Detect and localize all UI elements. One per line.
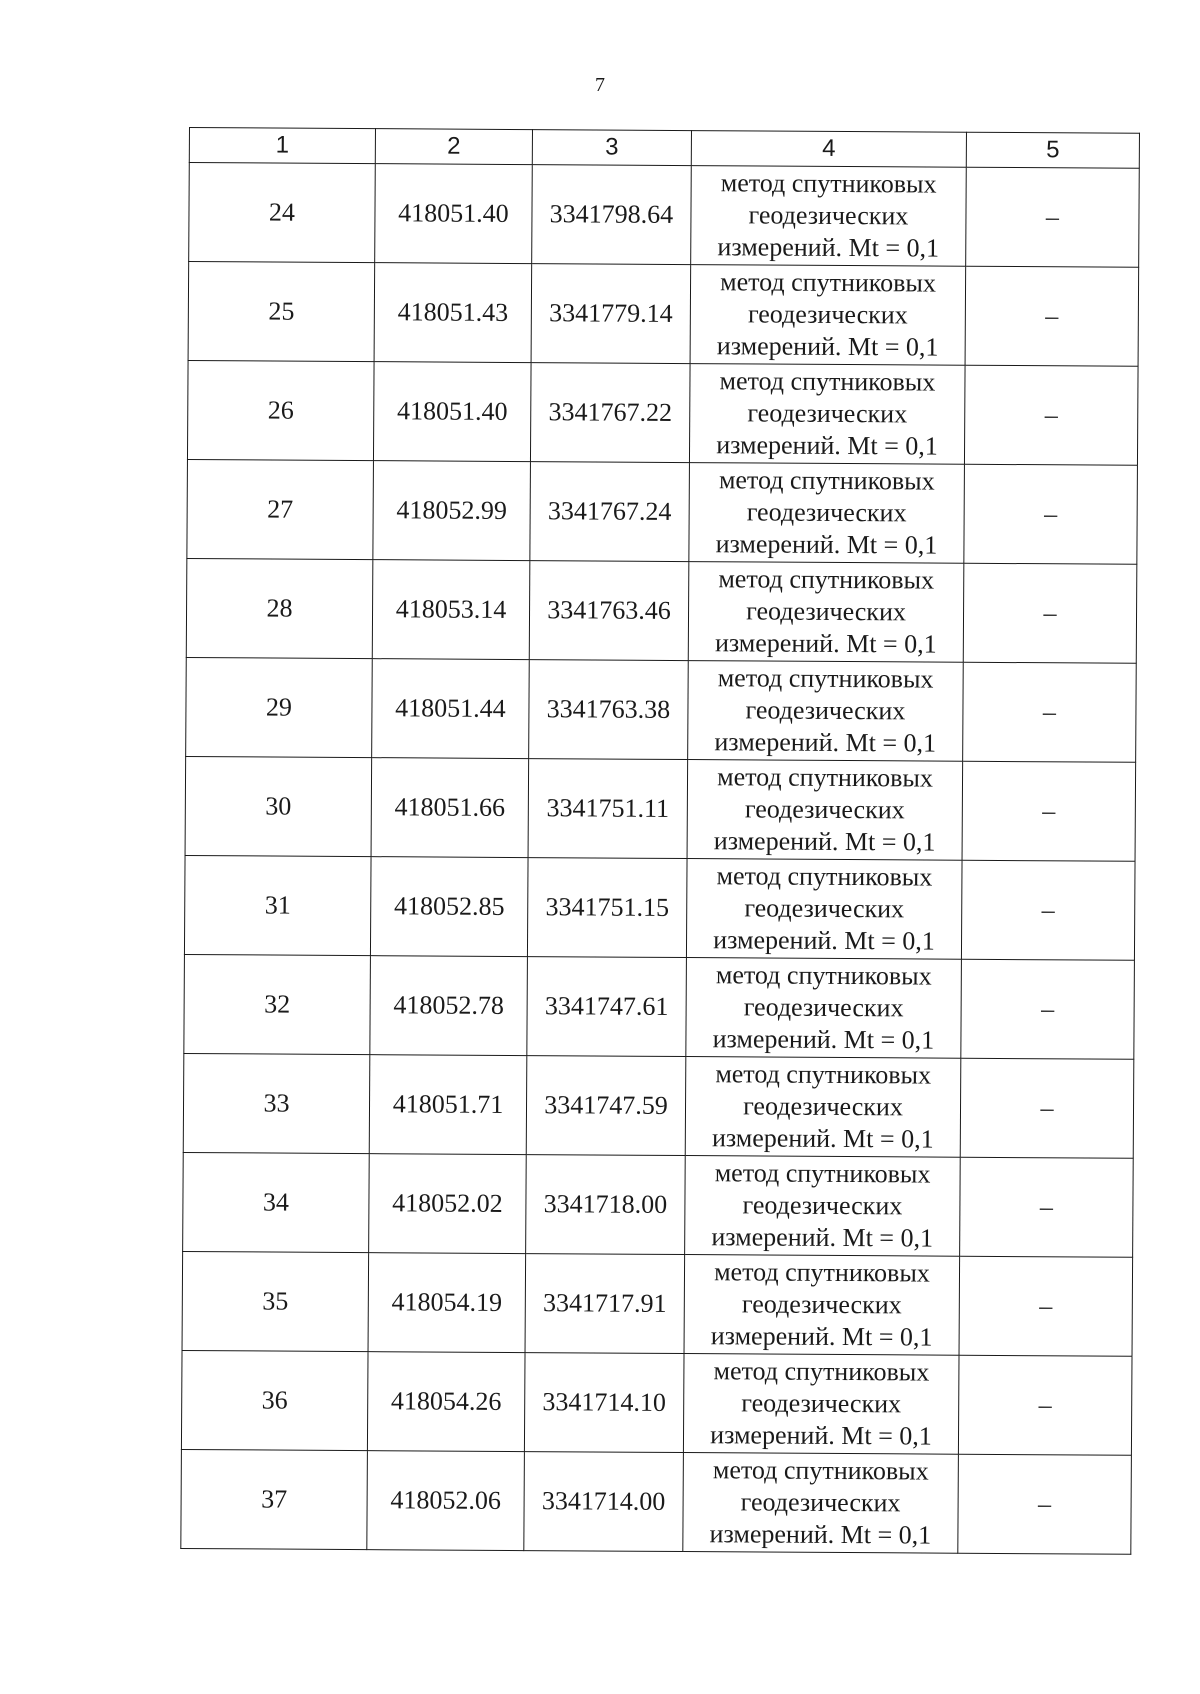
table-row: [185, 756, 1136, 861]
y-coordinate-cell: 3341751.15: [527, 858, 687, 958]
method-line: измерений. Mt = 0,1: [714, 628, 937, 659]
method-line: измерений. Mt = 0,1: [712, 1024, 935, 1055]
y-coordinate-cell: 3341751.11: [528, 759, 688, 859]
y-coordinate-cell: 3341798.64: [532, 165, 692, 265]
method-line: метод спутниковых: [717, 762, 933, 793]
method-cell: [688, 661, 964, 762]
point-number-cell: 29: [186, 657, 373, 757]
y-coordinate-cell: 3341779.14: [531, 264, 691, 364]
point-number-cell: 28: [186, 558, 373, 658]
table-row: [186, 558, 1137, 663]
y-coordinate-cell: 3341747.59: [526, 1056, 686, 1156]
method-cell: [690, 265, 966, 366]
table-row: [186, 657, 1137, 762]
method-line: геодезических: [745, 695, 906, 726]
x-coordinate-cell: 418054.26: [367, 1352, 525, 1452]
x-coordinate-cell: 418052.78: [370, 956, 528, 1056]
method-line: измерений. Mt = 0,1: [716, 430, 938, 461]
x-coordinate-cell: 418053.14: [372, 560, 530, 660]
method-line: метод спутниковых: [714, 1257, 930, 1288]
note-cell: –: [963, 662, 1137, 762]
method-line: метод спутниковых: [712, 1455, 929, 1486]
table-row: [187, 459, 1138, 564]
method-line: измерений. Mt = 0,1: [709, 1519, 932, 1550]
method-cell: [688, 562, 964, 663]
method-line: метод спутниковых: [713, 1356, 930, 1387]
method-line: геодезических: [743, 992, 904, 1023]
method-line: геодезических: [741, 1289, 902, 1320]
method-line: геодезических: [748, 200, 909, 231]
page-number: 7: [595, 74, 605, 96]
table-row: [181, 1449, 1132, 1554]
table-row: [182, 1251, 1133, 1356]
x-coordinate-cell: 418052.99: [373, 461, 531, 561]
point-number-cell: 25: [188, 262, 375, 362]
header-row: [189, 128, 1139, 169]
note-cell: –: [963, 563, 1137, 663]
x-coordinate-cell: 418051.71: [369, 1055, 527, 1155]
method-line: геодезических: [744, 893, 905, 924]
method-line: метод спутниковых: [720, 267, 936, 298]
point-number-cell: 26: [187, 360, 374, 460]
note-cell: –: [961, 860, 1135, 960]
point-number-cell: 30: [185, 756, 372, 856]
method-line: метод спутниковых: [718, 465, 935, 496]
method-line: измерений. Mt = 0,1: [711, 1222, 934, 1253]
method-line: метод спутниковых: [719, 366, 936, 397]
table-row: [184, 855, 1135, 960]
method-line: геодезических: [747, 299, 908, 330]
header-col-3: 3: [532, 130, 691, 166]
method-line: метод спутниковых: [715, 960, 932, 991]
method-cell: [684, 1255, 960, 1356]
note-cell: –: [958, 1454, 1132, 1554]
table-row: [188, 262, 1139, 367]
x-coordinate-cell: 418051.40: [375, 164, 533, 264]
method-cell: [687, 760, 963, 861]
y-coordinate-cell: 3341714.10: [524, 1353, 684, 1453]
point-number-cell: 33: [183, 1053, 370, 1153]
method-line: измерений. Mt = 0,1: [716, 331, 939, 362]
y-coordinate-cell: 3341717.91: [525, 1254, 685, 1354]
table-row: [184, 954, 1135, 1059]
header-col-5: 5: [966, 132, 1139, 168]
note-cell: –: [966, 167, 1140, 267]
method-cell: [686, 958, 962, 1059]
method-cell: [686, 859, 962, 960]
x-coordinate-cell: 418052.02: [369, 1154, 527, 1254]
header-col-1: 1: [189, 128, 375, 164]
method-line: геодезических: [741, 1388, 902, 1419]
method-line: измерений. Mt = 0,1: [714, 727, 937, 758]
method-line: метод спутниковых: [717, 663, 934, 694]
y-coordinate-cell: 3341718.00: [526, 1155, 686, 1255]
note-cell: –: [965, 266, 1139, 366]
method-line: метод спутниковых: [714, 1158, 931, 1189]
method-line: геодезических: [740, 1487, 901, 1518]
table-row: [187, 360, 1138, 465]
method-line: измерений. Mt = 0,1: [710, 1420, 932, 1451]
method-cell: [689, 364, 965, 465]
note-cell: –: [964, 464, 1138, 564]
table-row: [189, 163, 1140, 268]
method-line: измерений. Mt = 0,1: [710, 1321, 933, 1352]
x-coordinate-cell: 418051.43: [374, 263, 532, 363]
y-coordinate-cell: 3341763.46: [529, 561, 689, 661]
point-number-cell: 32: [184, 954, 371, 1054]
coordinates-table: [180, 127, 1140, 1555]
method-line: измерений. Mt = 0,1: [717, 232, 940, 263]
method-cell: [685, 1156, 961, 1257]
method-line: геодезических: [746, 596, 906, 627]
method-cell: [685, 1057, 961, 1158]
x-coordinate-cell: 418054.19: [368, 1253, 526, 1353]
note-cell: –: [960, 1157, 1134, 1257]
point-number-cell: 34: [183, 1152, 370, 1252]
y-coordinate-cell: 3341763.38: [529, 660, 689, 760]
table-row: [183, 1053, 1134, 1158]
method-line: геодезических: [742, 1190, 903, 1221]
note-cell: –: [958, 1355, 1132, 1455]
point-number-cell: 35: [182, 1251, 369, 1351]
point-number-cell: 37: [181, 1449, 368, 1549]
point-number-cell: 36: [181, 1350, 368, 1450]
note-cell: –: [964, 365, 1138, 465]
method-line: геодезических: [747, 398, 908, 429]
method-line: геодезических: [744, 794, 905, 825]
method-line: геодезических: [743, 1091, 903, 1122]
method-cell: [683, 1354, 959, 1455]
note-cell: –: [960, 1058, 1134, 1158]
x-coordinate-cell: 418052.06: [367, 1451, 525, 1551]
header-col-2: 2: [375, 129, 532, 165]
method-cell: [689, 463, 965, 564]
y-coordinate-cell: 3341767.22: [530, 363, 690, 463]
table-body: [181, 163, 1139, 1555]
method-cell: [691, 166, 967, 267]
y-coordinate-cell: 3341714.00: [524, 1452, 684, 1552]
method-line: метод спутниковых: [720, 168, 937, 199]
header-col-4: 4: [691, 131, 966, 168]
y-coordinate-cell: 3341767.24: [530, 462, 690, 562]
method-cell: [683, 1453, 959, 1554]
table-row: [181, 1350, 1132, 1455]
method-line: измерений. Mt = 0,1: [711, 1123, 934, 1154]
note-cell: –: [962, 761, 1136, 861]
method-line: измерений. Mt = 0,1: [713, 826, 936, 857]
point-number-cell: 24: [189, 163, 376, 263]
table-row: [183, 1152, 1134, 1257]
method-line: метод спутниковых: [716, 861, 933, 892]
method-line: геодезических: [746, 497, 907, 528]
point-number-cell: 31: [184, 855, 371, 955]
x-coordinate-cell: 418052.85: [370, 857, 528, 957]
method-line: метод спутниковых: [715, 1059, 932, 1090]
point-number-cell: 27: [187, 459, 374, 559]
method-line: измерений. Mt = 0,1: [715, 529, 938, 560]
note-cell: –: [961, 959, 1135, 1059]
x-coordinate-cell: 418051.44: [372, 659, 530, 759]
x-coordinate-cell: 418051.40: [373, 362, 531, 462]
method-line: измерений. Mt = 0,1: [713, 925, 935, 956]
y-coordinate-cell: 3341747.61: [527, 957, 687, 1057]
note-cell: –: [959, 1256, 1133, 1356]
x-coordinate-cell: 418051.66: [371, 758, 529, 858]
method-line: метод спутниковых: [718, 564, 935, 595]
